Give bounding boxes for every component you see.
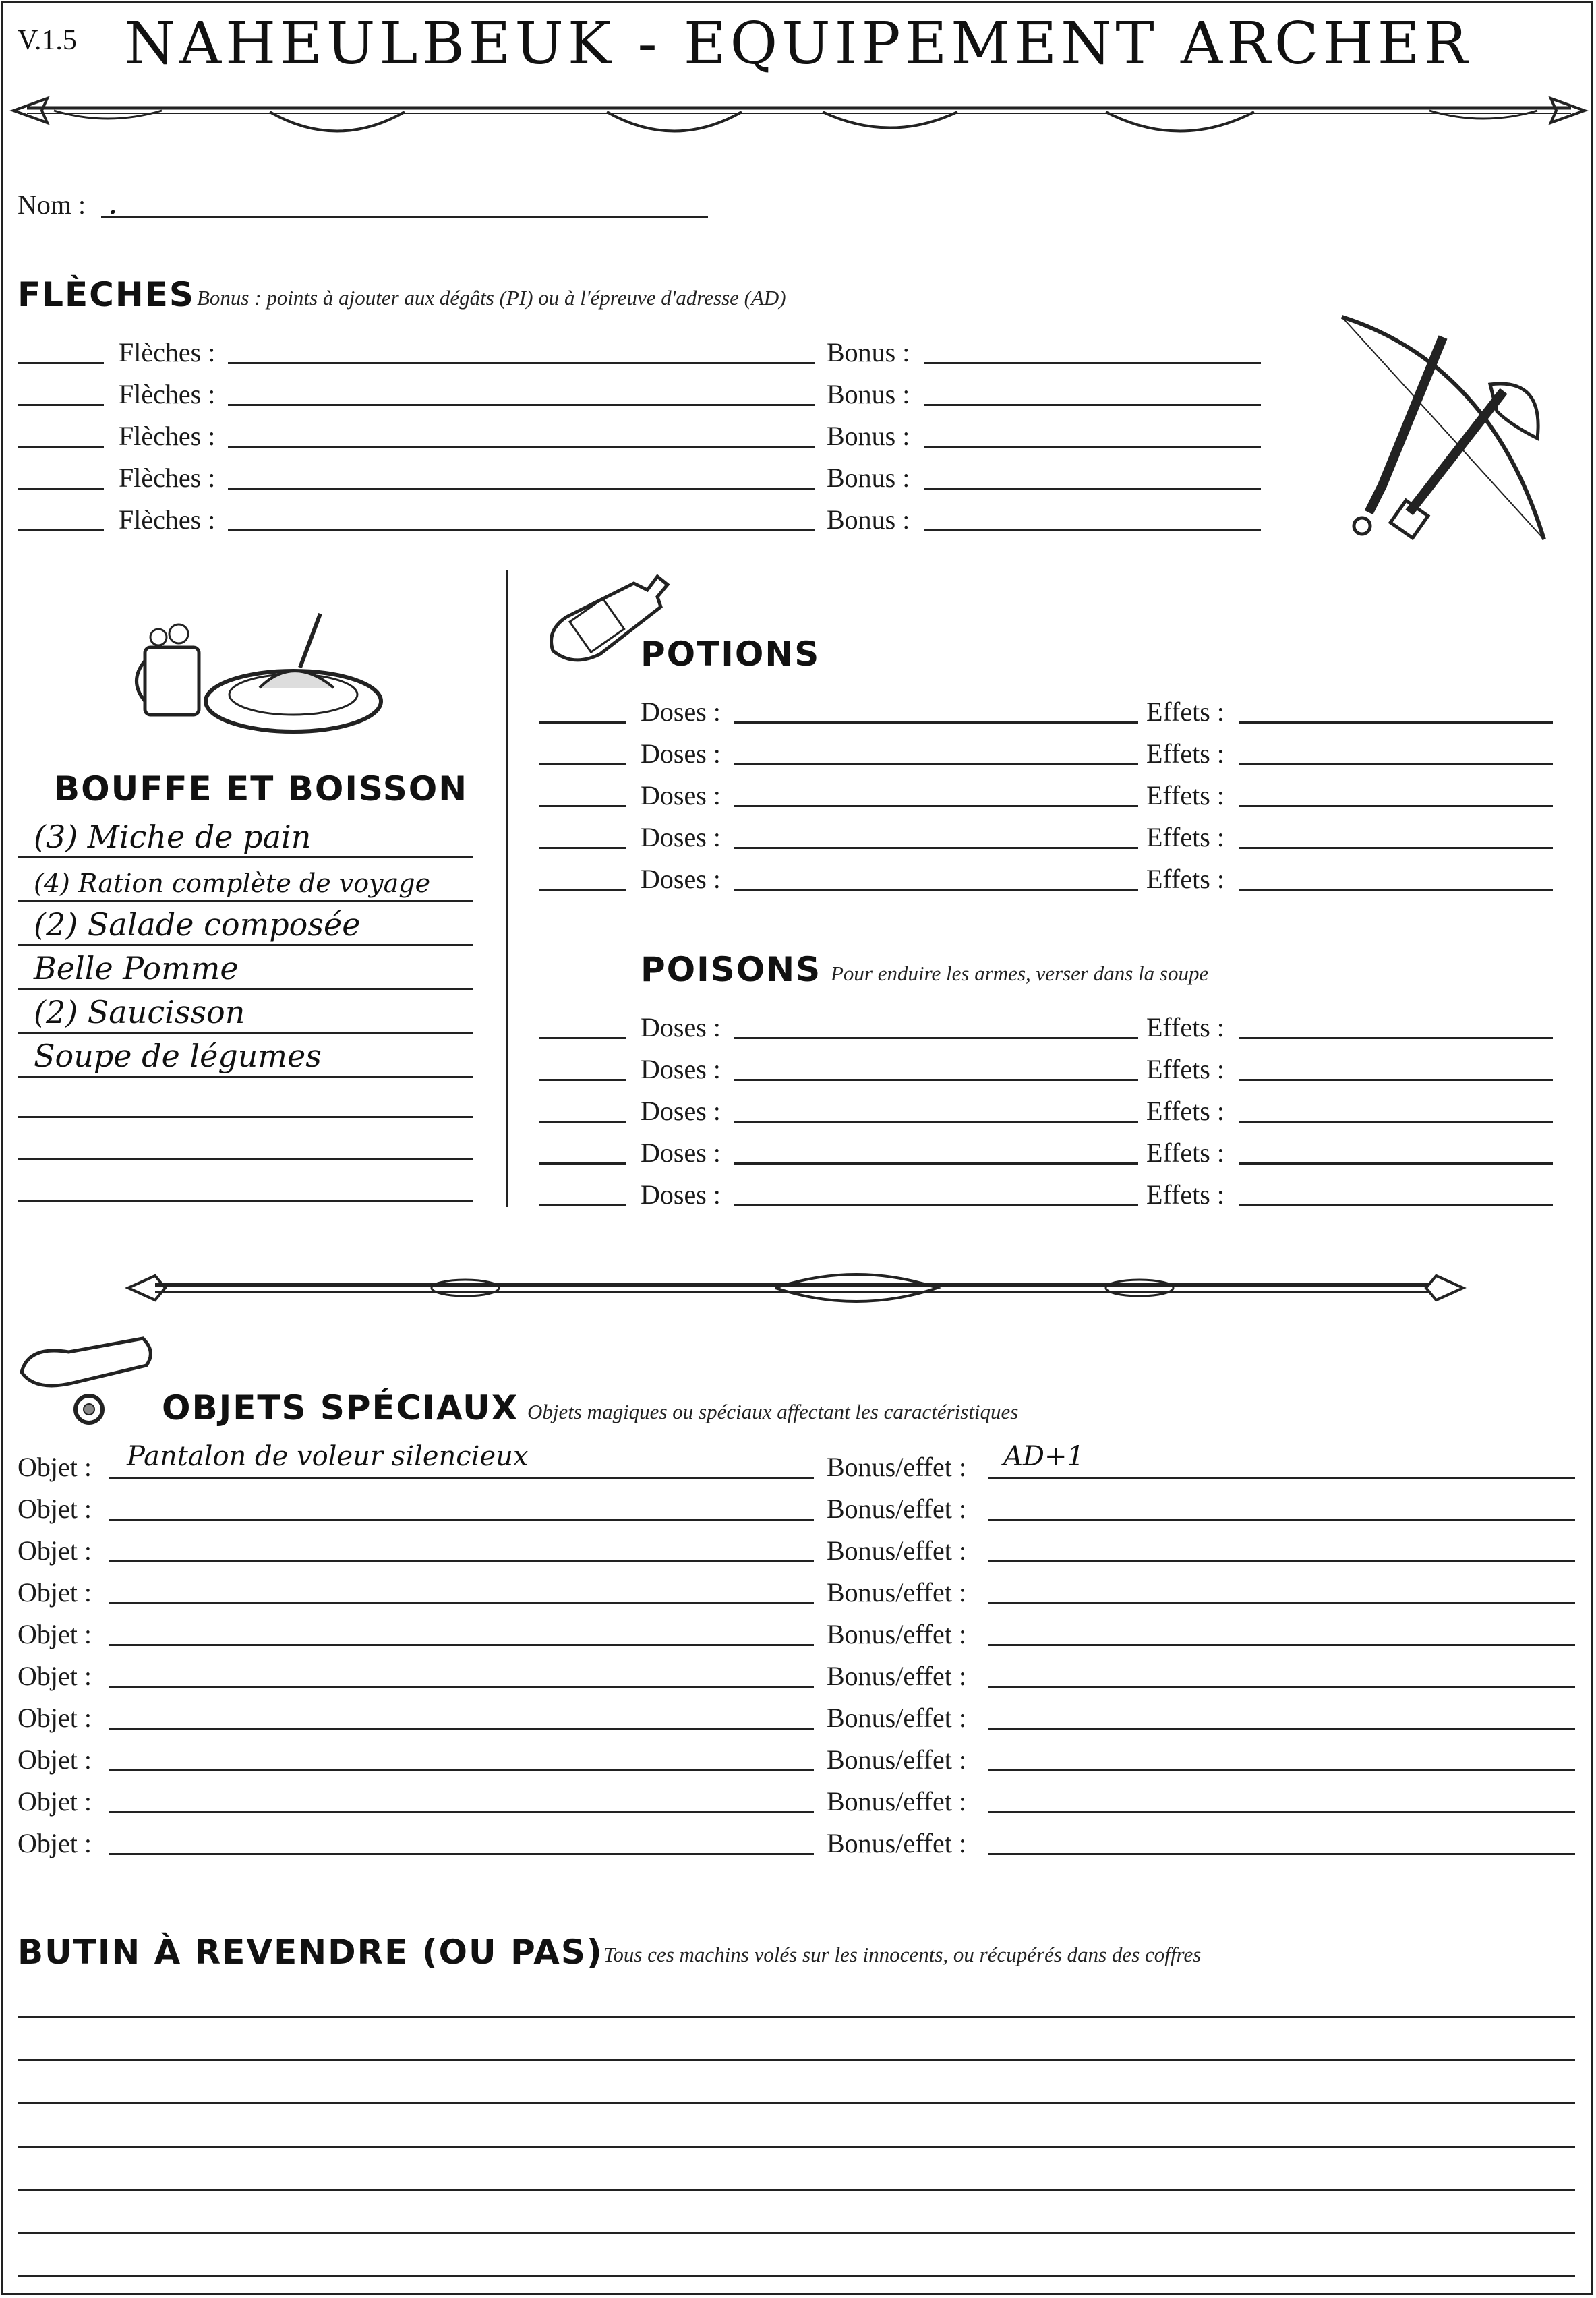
potions-count-field[interactable] (539, 805, 626, 807)
arrow-bonus-label: Bonus : (827, 463, 910, 493)
potions-name-field[interactable] (734, 847, 1138, 849)
arrow-name-field[interactable] (228, 488, 815, 490)
potions-count-field[interactable] (539, 847, 626, 849)
arrow-banner-icon (13, 86, 1585, 147)
arrow-name-field[interactable] (228, 529, 815, 531)
arrow-row-label: Flèches : (119, 463, 216, 493)
poisons-name-field[interactable] (734, 1121, 1138, 1123)
arrow-count-field[interactable] (18, 404, 104, 406)
potions-effects-label: Effets : (1146, 864, 1224, 894)
poisons-effects-field[interactable] (1239, 1162, 1553, 1165)
potions-effects-label: Effets : (1146, 780, 1224, 811)
arrow-name-field[interactable] (228, 446, 815, 448)
weapons-icon (1322, 310, 1571, 553)
arrow-count-field[interactable] (18, 529, 104, 531)
name-label: Nom : (18, 189, 86, 220)
bonus-effect-label: Bonus/effet : (827, 1703, 967, 1733)
bonus-effect-field[interactable] (988, 1853, 1575, 1855)
object-label: Objet : (18, 1452, 92, 1482)
loot-title: BUTIN À REVENDRE (OU PAS) (18, 1933, 603, 1972)
loot-line[interactable] (18, 2146, 1575, 2148)
bonus-effect-label: Bonus/effet : (827, 1577, 967, 1608)
arrow-bonus-label: Bonus : (827, 421, 910, 451)
special-note: Objets magiques ou spéciaux affectant les caractéristiques (527, 1400, 1019, 1423)
object-value[interactable]: Pantalon de voleur silencieux (127, 1441, 529, 1472)
object-label: Objet : (18, 1786, 92, 1817)
arrow-bonus-field[interactable] (924, 488, 1261, 490)
page-title: NAHEULBEUK - EQUIPEMENT ARCHER (124, 10, 1472, 78)
object-label: Objet : (18, 1535, 92, 1566)
food-line[interactable] (18, 1076, 473, 1078)
poisons-count-field[interactable] (539, 1079, 626, 1081)
bonus-effect-label: Bonus/effet : (827, 1786, 967, 1817)
poisons-doses-label: Doses : (641, 1179, 721, 1210)
object-label: Objet : (18, 1494, 92, 1524)
potions-effects-field[interactable] (1239, 847, 1553, 849)
poisons-effects-label: Effets : (1146, 1179, 1224, 1210)
potions-effects-label: Effets : (1146, 697, 1224, 727)
object-field[interactable] (109, 1686, 814, 1688)
potions-name-field[interactable] (734, 805, 1138, 807)
bonus-effect-field[interactable] (988, 1477, 1575, 1479)
version-label: V.1.5 (18, 25, 77, 56)
food-line[interactable] (18, 1200, 473, 1202)
arrow-name-field[interactable] (228, 362, 815, 364)
bonus-effect-label: Bonus/effet : (827, 1619, 967, 1649)
potions-doses-label: Doses : (641, 780, 721, 811)
bonus-effect-field[interactable] (988, 1769, 1575, 1771)
poisons-effects-field[interactable] (1239, 1121, 1553, 1123)
poisons-note: Pour enduire les armes, verser dans la soupe (831, 962, 1209, 985)
potions-title: POTIONS (641, 635, 821, 674)
potions-effects-field[interactable] (1239, 721, 1553, 724)
arrow-count-field[interactable] (18, 488, 104, 490)
bonus-effect-label: Bonus/effet : (827, 1535, 967, 1566)
object-label: Objet : (18, 1828, 92, 1858)
potions-name-field[interactable] (734, 763, 1138, 765)
object-field[interactable] (109, 1519, 814, 1521)
loot-line[interactable] (18, 2059, 1575, 2061)
object-field[interactable] (109, 1769, 814, 1771)
potions-effects-label: Effets : (1146, 738, 1224, 769)
food-title: BOUFFE ET BOISSON (54, 769, 469, 808)
potions-name-field[interactable] (734, 889, 1138, 891)
poisons-count-field[interactable] (539, 1204, 626, 1206)
special-title: OBJETS SPÉCIAUX (162, 1388, 519, 1427)
arrow-bonus-label: Bonus : (827, 379, 910, 409)
arrow-name-field[interactable] (228, 404, 815, 406)
arrow-row-label: Flèches : (119, 337, 216, 367)
arrow-bonus-field[interactable] (924, 529, 1261, 531)
scroll-ring-icon (15, 1332, 163, 1433)
arrow-bonus-field[interactable] (924, 362, 1261, 364)
potions-count-field[interactable] (539, 763, 626, 765)
object-label: Objet : (18, 1577, 92, 1608)
bonus-effect-value[interactable]: AD+1 (1003, 1441, 1084, 1472)
bonus-effect-label: Bonus/effet : (827, 1661, 967, 1691)
poisons-count-field[interactable] (539, 1037, 626, 1039)
column-divider (506, 570, 508, 1207)
arrow-bonus-label: Bonus : (827, 337, 910, 367)
object-field[interactable] (109, 1644, 814, 1646)
poisons-doses-label: Doses : (641, 1138, 721, 1168)
loot-line[interactable] (18, 2016, 1575, 2018)
bonus-effect-label: Bonus/effet : (827, 1828, 967, 1858)
object-label: Objet : (18, 1744, 92, 1775)
poisons-effects-label: Effets : (1146, 1096, 1224, 1126)
potions-doses-label: Doses : (641, 864, 721, 894)
potions-doses-label: Doses : (641, 822, 721, 852)
bonus-effect-field[interactable] (988, 1519, 1575, 1521)
arrow-bonus-label: Bonus : (827, 504, 910, 535)
poisons-effects-label: Effets : (1146, 1138, 1224, 1168)
potions-count-field[interactable] (539, 889, 626, 891)
food-line[interactable] (18, 988, 473, 990)
poisons-effects-field[interactable] (1239, 1037, 1553, 1039)
potions-count-field[interactable] (539, 721, 626, 724)
object-field[interactable] (109, 1853, 814, 1855)
bonus-effect-label: Bonus/effet : (827, 1452, 967, 1482)
poisons-doses-label: Doses : (641, 1012, 721, 1042)
name-field[interactable] (101, 216, 708, 218)
name-value[interactable]: . (108, 185, 118, 221)
food-item[interactable]: (3) Miche de pain (34, 819, 312, 855)
poisons-effects-label: Effets : (1146, 1054, 1224, 1084)
loot-line[interactable] (18, 2189, 1575, 2191)
poisons-doses-label: Doses : (641, 1096, 721, 1126)
arrow-count-field[interactable] (18, 362, 104, 364)
food-item[interactable]: (2) Saucisson (34, 994, 245, 1030)
loot-line[interactable] (18, 2275, 1575, 2277)
arrow-row-label: Flèches : (119, 379, 216, 409)
potions-effects-label: Effets : (1146, 822, 1224, 852)
potions-name-field[interactable] (734, 721, 1138, 724)
poisons-doses-label: Doses : (641, 1054, 721, 1084)
poisons-name-field[interactable] (734, 1079, 1138, 1081)
food-line[interactable] (18, 1158, 473, 1160)
object-field[interactable] (109, 1728, 814, 1730)
poisons-count-field[interactable] (539, 1121, 626, 1123)
food-item[interactable]: (2) Salade composée (34, 906, 361, 943)
staff-banner-icon (128, 1261, 1463, 1315)
arrow-count-field[interactable] (18, 446, 104, 448)
food-line[interactable] (18, 856, 473, 858)
bonus-effect-field[interactable] (988, 1644, 1575, 1646)
object-label: Objet : (18, 1661, 92, 1691)
arrow-bonus-field[interactable] (924, 404, 1261, 406)
food-line[interactable] (18, 1116, 473, 1118)
object-field[interactable] (109, 1477, 814, 1479)
arrows-note: Bonus : points à ajouter aux dégâts (PI) ou à l'épreuve d'adresse (AD) (197, 286, 786, 310)
arrow-bonus-field[interactable] (924, 446, 1261, 448)
object-field[interactable] (109, 1811, 814, 1813)
potions-effects-field[interactable] (1239, 889, 1553, 891)
poisons-name-field[interactable] (734, 1162, 1138, 1165)
poisons-effects-label: Effets : (1146, 1012, 1224, 1042)
arrows-title: FLÈCHES (18, 275, 195, 314)
loot-note: Tous ces machins volés sur les innocents, ou récupérés dans des coffres (603, 1943, 1202, 1966)
food-line[interactable] (18, 944, 473, 946)
bonus-effect-field[interactable] (988, 1560, 1575, 1562)
poisons-effects-field[interactable] (1239, 1079, 1553, 1081)
food-item[interactable]: (4) Ration complète de voyage (34, 868, 431, 898)
bonus-effect-field[interactable] (988, 1686, 1575, 1688)
food-item[interactable]: Belle Pomme (34, 950, 239, 986)
bonus-effect-label: Bonus/effet : (827, 1494, 967, 1524)
potions-doses-label: Doses : (641, 697, 721, 727)
food-icon (138, 607, 381, 735)
food-line[interactable] (18, 900, 473, 902)
potions-effects-field[interactable] (1239, 763, 1553, 765)
poisons-effects-field[interactable] (1239, 1204, 1553, 1206)
poisons-count-field[interactable] (539, 1162, 626, 1165)
potions-effects-field[interactable] (1239, 805, 1553, 807)
loot-line[interactable] (18, 2232, 1575, 2234)
food-line[interactable] (18, 1032, 473, 1034)
arrow-row-label: Flèches : (119, 421, 216, 451)
poisons-name-field[interactable] (734, 1204, 1138, 1206)
poisons-name-field[interactable] (734, 1037, 1138, 1039)
bonus-effect-field[interactable] (988, 1602, 1575, 1604)
object-field[interactable] (109, 1560, 814, 1562)
bonus-effect-field[interactable] (988, 1728, 1575, 1730)
bonus-effect-label: Bonus/effet : (827, 1744, 967, 1775)
loot-line[interactable] (18, 2102, 1575, 2104)
poisons-title: POISONS (641, 950, 822, 989)
arrow-row-label: Flèches : (119, 504, 216, 535)
food-item[interactable]: Soupe de légumes (34, 1038, 322, 1074)
bonus-effect-field[interactable] (988, 1811, 1575, 1813)
object-label: Objet : (18, 1619, 92, 1649)
potions-doses-label: Doses : (641, 738, 721, 769)
object-field[interactable] (109, 1602, 814, 1604)
object-label: Objet : (18, 1703, 92, 1733)
